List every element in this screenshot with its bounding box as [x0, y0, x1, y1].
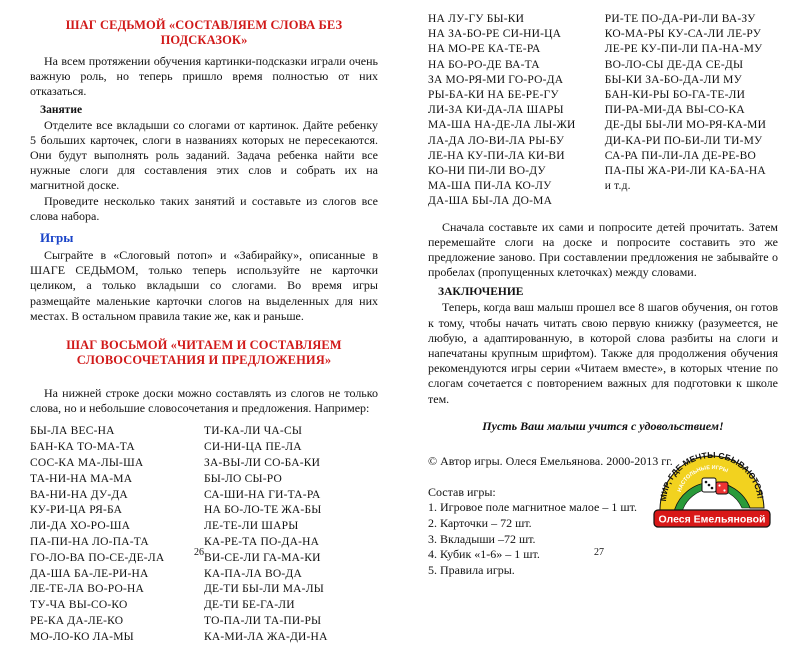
- sentence-line: и т.д.: [604, 180, 631, 193]
- sentence-line: ЛИ-ЗА КИ-ДА-ЛА ШАРЫ: [428, 104, 564, 117]
- sentence-line: НА ЛУ-ГУ БЫ-КИ: [428, 13, 525, 25]
- phrase-column-2: [204, 424, 378, 645]
- closing-wish: Пусть Ваш малыш учится с удовольствием!: [482, 418, 724, 433]
- sentence-line: ДА-ША БЫ-ЛА ДО-МА: [428, 195, 553, 208]
- phrase-line: ДЕ-ТИ БЕ-ГА-ЛИ: [204, 599, 295, 612]
- sentence-line: ДЕ-ДЫ БЫ-ЛИ МО-РЯ-КА-МИ: [604, 119, 767, 132]
- sentence-line: ЛА-ДА ЛО-ВИ-ЛА РЫ-БУ: [428, 134, 565, 147]
- phrase-line: ЛЕ-ТЕ-ЛИ ШАРЫ: [204, 520, 299, 533]
- phrase-line: КА-ПА-ЛА ВО-ДА: [204, 567, 302, 580]
- sentence-line: ЛЕ-НА КУ-ПИ-ЛА КИ-ВИ: [428, 149, 565, 162]
- phrase-line: ТУ-ЧА ВЫ-СО-КО: [30, 599, 128, 612]
- kit-item: 3. Вкладыши –72 шт.: [428, 531, 536, 546]
- sentence-line: КО-НИ ПИ-ЛИ ВО-ДУ: [428, 165, 546, 178]
- lesson-paragraph-2: Проведите несколько таких занятий и составьте из слогов все слова набора.: [30, 193, 378, 223]
- sentence-line: БАН-КИ-РЫ БО-ГА-ТЕ-ЛИ: [604, 89, 746, 102]
- logo-brand-text: Олеся Емельяновой: [658, 513, 766, 526]
- sentence-line: БЫ-КИ ЗА-БО-ДА-ЛИ МУ: [604, 73, 742, 86]
- sentence-line: СА-РА ПИ-ЛИ-ЛА ДЕ-РЕ-ВО: [604, 149, 756, 162]
- phrase-line: ПА-ПИ-НА ЛО-ПА-ТА: [30, 536, 149, 549]
- kit-title: Состав игры:: [428, 485, 496, 500]
- sentence-line: ЛЕ-РЕ КУ-ПИ-ЛИ ПА-НА-МУ: [604, 43, 763, 56]
- kit-item: 2. Карточки – 72 шт.: [428, 516, 532, 531]
- sentence-columns: [428, 12, 778, 210]
- sentence-line: ПА-ПЫ ЖА-РИ-ЛИ КА-БА-НА: [604, 165, 766, 178]
- logo-arc-text: МИР, ГДЕ МЕЧТЫ СБЫВАЮТСЯ!: [657, 449, 766, 502]
- left-page: [0, 0, 400, 643]
- conclusion-paragraph: Теперь, когда ваш малыш прошел все 8 шагов обучения, он готов к тому, чтобы начать читать свою первую книжку (разумеется, не любую, а адаптированную, в которой слова разбиты на слоги и напечатаны крупным шрифтом). Также для продолжения обучения рекомендуются игры серии «Читаем вместе», в которых чтение по слогам сочетается с повторением важных для подготовки к школе тем.: [428, 300, 778, 406]
- page-number-right: 27: [594, 547, 604, 558]
- instructions-paragraph: Сначала составьте их сами и попросите детей прочитать. Затем перемешайте слоги на доске и попросите составить это же предложение заново. При составлении предложения не забывайте о пробелах (пропущенных клеточках) между словами.: [428, 219, 778, 280]
- right-page: [400, 0, 800, 577]
- conclusion-title: ЗАКЛЮЧЕНИЕ: [438, 286, 524, 299]
- phrase-column-1: [30, 424, 204, 645]
- phrase-line: ВА-НИ-НА ДУ-ДА: [30, 488, 128, 501]
- step8-intro: На нижней строке доски можно составлять из слогов не только слова, но и небольшие словосочетания и предложения. Например:: [30, 386, 378, 416]
- sentence-line: ДИ-КА-РИ ПО-БИ-ЛИ ТИ-МУ: [604, 134, 763, 147]
- phrase-line: КУ-РИ-ЦА РЯ-БА: [30, 504, 123, 517]
- sentence-line: НА МО-РЕ КА-ТЕ-РА: [428, 43, 541, 56]
- phrase-line: ЛЕ-ТЕ-ЛА ВО-РО-НА: [30, 583, 144, 596]
- sentence-line: ЗА МО-РЯ-МИ ГО-РО-ДА: [428, 73, 564, 86]
- publisher-logo: [646, 442, 774, 528]
- sentence-column-2: [605, 12, 778, 210]
- logo-band-text: НАСТОЛЬНЫЕ ИГРЫ: [676, 464, 729, 493]
- phrase-line: БЫ-ЛО СЫ-РО: [204, 472, 283, 485]
- phrase-line: ДЕ-ТИ БЫ-ЛИ МА-ЛЫ: [204, 583, 324, 596]
- sentence-line: НА БО-РО-ДЕ ВА-ТА: [428, 58, 540, 71]
- phrase-line: БАН-КА ТО-МА-ТА: [30, 441, 135, 454]
- sentence-line: РИ-ТЕ ПО-ДА-РИ-ЛИ ВА-ЗУ: [604, 13, 756, 25]
- phrase-line: КА-МИ-ЛА ЖА-ДИ-НА: [204, 630, 328, 643]
- games-paragraph: Сыграйте в «Слоговый потоп» и «Забирайку», описанные в ШАГЕ СЕДЬМОМ, только теперь используйте не карточки целиком, а только вкладыши со слогами. Во время игры размещайте маленькие карточки слогов на выделенных для них местах. В остальном правила такие же, как и раньше.: [30, 248, 378, 323]
- phrase-line: МО-ЛО-КО ЛА-МЫ: [30, 630, 134, 643]
- phrase-line: ВИ-СЕ-ЛИ ГА-МА-КИ: [204, 551, 321, 564]
- sentence-line: РЫ-БА-КИ НА БЕ-РЕ-ГУ: [428, 89, 559, 102]
- step8-heading: ШАГ ВОСЬМОЙ «ЧИТАЕМ И СОСТАВЛЯЕМ СЛОВОСОЧЕТАНИЯ И ПРЕДЛОЖЕНИЯ»: [66, 338, 342, 368]
- phrase-line: СИ-НИ-ЦА ПЕ-ЛА: [204, 441, 302, 454]
- sentence-line: МА-ША НА-ДЕ-ЛА ЛЫ-ЖИ: [428, 119, 576, 132]
- phrase-line: ТА-НИ-НА МА-МА: [30, 472, 133, 485]
- phrase-line: СОС-КА МА-ЛЫ-ША: [30, 457, 144, 470]
- step7-heading: ШАГ СЕДЬМОЙ «СОСТАВЛЯЕМ СЛОВА БЕЗ ПОДСКАЗОК»: [65, 18, 343, 47]
- games-title: Игры: [40, 230, 74, 246]
- sentence-line: КО-МА-РЫ КУ-СА-ЛИ ЛЕ-РУ: [604, 28, 762, 41]
- lesson-title: Занятие: [40, 103, 83, 116]
- kit-item: 5. Правила игры.: [428, 562, 515, 577]
- kit-item: 1. Игровое поле магнитное малое – 1 шт.: [428, 500, 637, 515]
- phrase-line: РЕ-КА ДА-ЛЕ-КО: [30, 615, 124, 628]
- kit-item: 4. Кубик «1-6» – 1 шт.: [428, 547, 540, 562]
- page-number-left: 26: [194, 547, 204, 558]
- sentence-line: НА ЗА-БО-РЕ СИ-НИ-ЦА: [428, 28, 562, 41]
- sentence-line: МА-ША ПИ-ЛА КО-ЛУ: [428, 180, 552, 193]
- sentence-column-1: [428, 12, 605, 210]
- phrase-line: БЫ-ЛА ВЕС-НА: [30, 425, 115, 438]
- phrase-line: КА-РЕ-ТА ПО-ДА-НА: [204, 536, 320, 549]
- step7-intro: На всем протяжении обучения картинки-подсказки играли очень важную роль, но теперь пришло время полностью от них отказаться.: [30, 54, 378, 99]
- phrase-line: ЛИ-ДА ХО-РО-ША: [30, 520, 131, 533]
- phrase-columns: [30, 424, 378, 645]
- sentence-line: ВО-ЛО-СЫ ДЕ-ДА СЕ-ДЫ: [604, 58, 744, 71]
- phrase-line: ДА-ША БА-ЛЕ-РИ-НА: [30, 567, 149, 580]
- lesson-paragraph-1: Отделите все вкладыши со слогами от картинок. Дайте ребенку 5 больших карточек, слоги в названиях которых не пересекаются. Они будут выполнять роль заданий. Задача ребенка найти все нужные слоги для составления этих слов и собрать их на магнитной доске.: [30, 117, 378, 193]
- phrase-line: ТО-ПА-ЛИ ТА-ПИ-РЫ: [204, 615, 322, 628]
- phrase-line: НА БО-ЛО-ТЕ ЖА-БЫ: [204, 504, 322, 517]
- phrase-line: ТИ-КА-ЛИ ЧА-СЫ: [204, 425, 303, 438]
- phrase-line: ЗА-ВЫ-ЛИ СО-БА-КИ: [204, 457, 321, 470]
- phrase-line: СА-ШИ-НА ГИ-ТА-РА: [204, 488, 321, 501]
- phrase-line: ГО-ЛО-ВА ПО-СЕ-ДЕ-ЛА: [30, 551, 165, 564]
- sentence-line: ПИ-РА-МИ-ДА ВЫ-СО-КА: [604, 104, 745, 117]
- copyright-line: © Автор игры. Олеся Емельянова. 2000-2013 гг.: [428, 454, 673, 469]
